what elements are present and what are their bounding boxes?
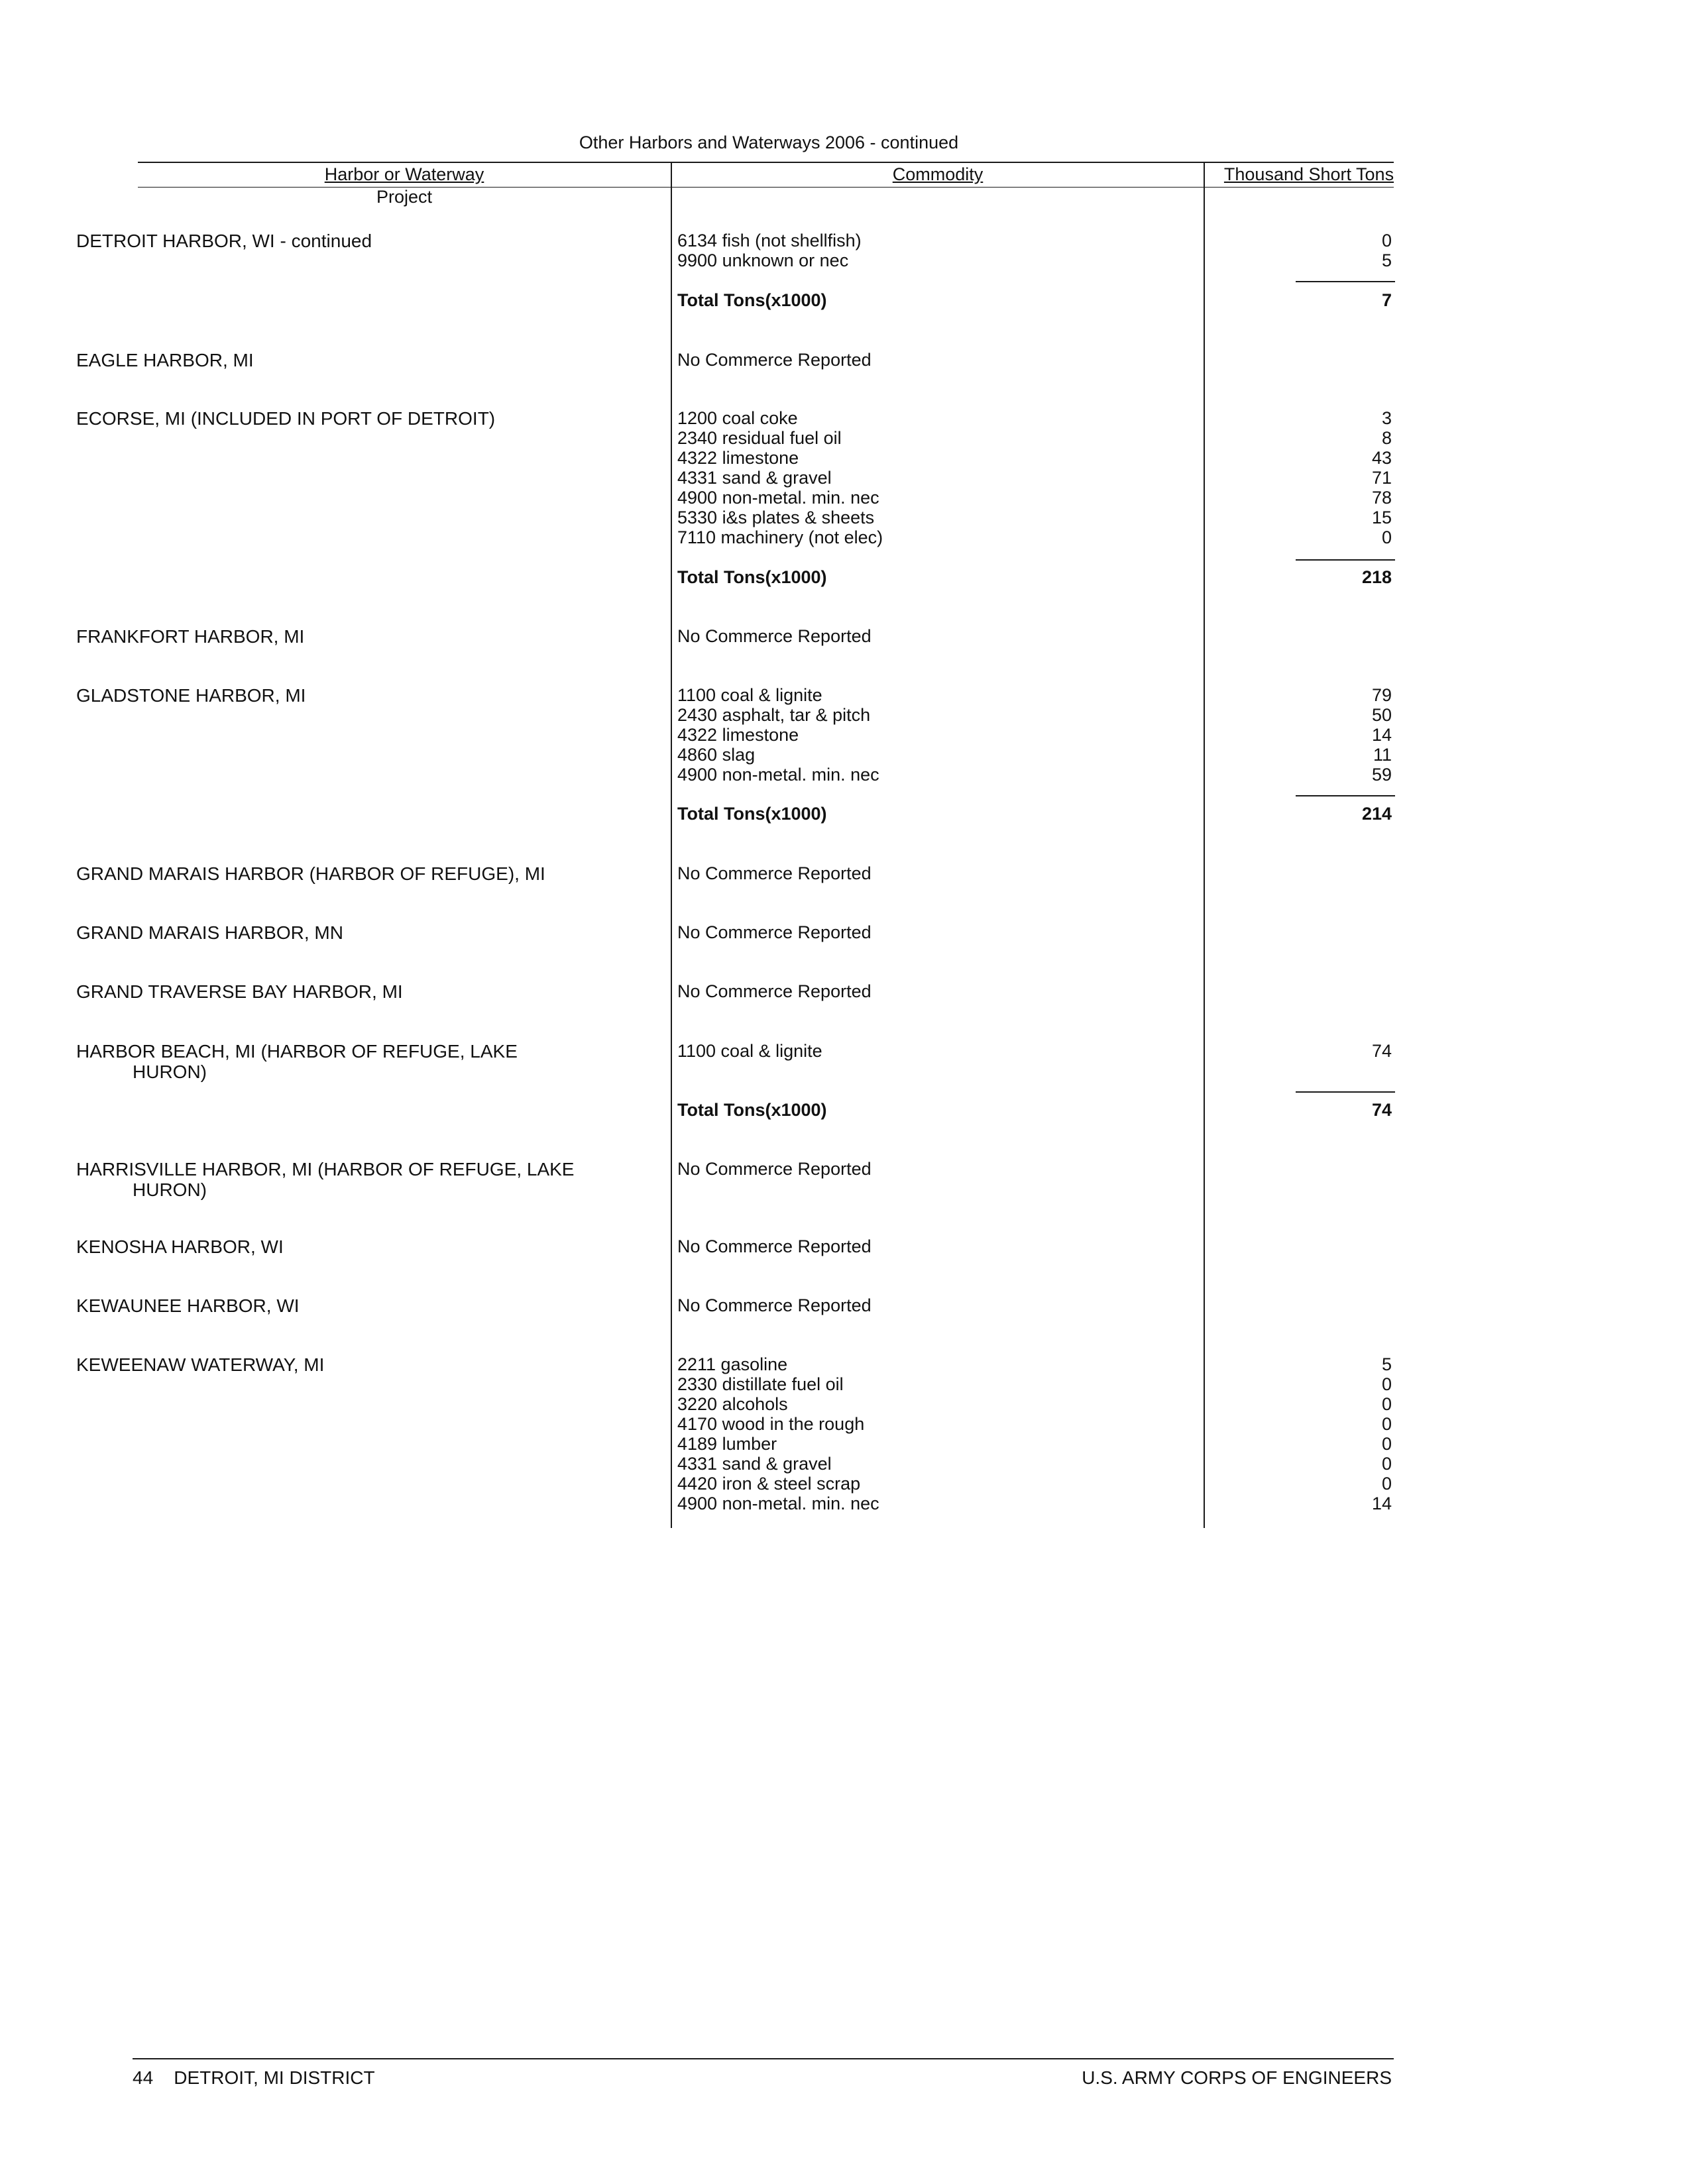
commodity-item: 2430 asphalt, tar & pitch: [677, 705, 871, 725]
tons-value: 0: [1381, 527, 1392, 547]
commodity-list: [677, 685, 1194, 785]
tons-list: [1219, 1354, 1392, 1513]
harbor-name-line: HARRISVILLE HARBOR, MI (HARBOR OF REFUGE, LAKE: [76, 1159, 575, 1179]
harbor-name: GRAND MARAIS HARBOR (HARBOR OF REFUGE), MI: [76, 863, 545, 884]
total-rule: [1296, 559, 1395, 561]
tons-value: 11: [1373, 745, 1392, 765]
tons-value: 0: [1381, 1454, 1392, 1474]
tons-value: 14: [1371, 725, 1392, 745]
column-header-tons: Thousand Short Tons: [1223, 164, 1394, 184]
total-rule: [1296, 281, 1395, 282]
total-label: Total Tons(x1000): [677, 290, 827, 310]
commodity-item: 9900 unknown or nec: [677, 250, 849, 270]
no-commerce-label: No Commerce Reported: [677, 1159, 872, 1179]
tons-value: 3: [1381, 408, 1392, 428]
tons-value: 15: [1371, 508, 1392, 527]
harbor-name-line: HURON): [133, 1062, 207, 1082]
harbor-name: FRANKFORT HARBOR, MI: [76, 626, 305, 647]
column-header-harbor: Harbor or Waterway: [324, 164, 484, 184]
total-label: Total Tons(x1000): [677, 804, 827, 824]
commodity-item: 3220 alcohols: [677, 1394, 788, 1414]
tons-value: 71: [1371, 468, 1392, 488]
tons-value: 0: [1381, 1474, 1392, 1494]
commodity-item: 1200 coal coke: [677, 408, 798, 428]
no-commerce-label: No Commerce Reported: [677, 350, 872, 370]
tons-value: 0: [1381, 231, 1392, 250]
harbor-name: GLADSTONE HARBOR, MI: [76, 685, 306, 706]
tons-value: 0: [1381, 1434, 1392, 1454]
commodity-list: [677, 1354, 1194, 1513]
total-value: 218: [1361, 567, 1392, 587]
no-commerce-label: No Commerce Reported: [677, 863, 872, 883]
commodity-item: 4170 wood in the rough: [677, 1414, 865, 1434]
footer-district: 44 DETROIT, MI DISTRICT: [133, 2067, 375, 2088]
harbor-name: KEWAUNEE HARBOR, WI: [76, 1295, 300, 1316]
tons-value: 0: [1381, 1374, 1392, 1394]
tons-list: [1219, 231, 1392, 270]
tons-value: 74: [1371, 1041, 1392, 1061]
column-divider-left: [671, 163, 672, 1528]
tons-value: 5: [1381, 1354, 1392, 1374]
harbor-name: KENOSHA HARBOR, WI: [76, 1236, 284, 1257]
tons-list: [1219, 1041, 1392, 1061]
commodity-list: [677, 231, 1194, 270]
commodity-item: 2340 residual fuel oil: [677, 428, 842, 448]
commodity-list: [677, 408, 1194, 547]
commodity-item: 4322 limestone: [677, 448, 799, 468]
commodity-item: 1100 coal & lignite: [677, 685, 822, 705]
no-commerce-label: No Commerce Reported: [677, 626, 872, 646]
harbor-name: GRAND TRAVERSE BAY HARBOR, MI: [76, 981, 403, 1002]
tons-value: 0: [1381, 1394, 1392, 1414]
footer-agency: U.S. ARMY CORPS OF ENGINEERS: [1082, 2067, 1392, 2088]
commodity-item: 4331 sand & gravel: [677, 1454, 832, 1474]
commodity-item: 4900 non-metal. min. nec: [677, 488, 879, 508]
harbor-name: KEWEENAW WATERWAY, MI: [76, 1354, 325, 1375]
no-commerce-label: No Commerce Reported: [677, 1295, 872, 1315]
no-commerce-label: No Commerce Reported: [677, 922, 872, 942]
column-header-commodity: Commodity: [892, 164, 984, 184]
tons-value: 79: [1371, 685, 1392, 705]
harbor-name: ECORSE, MI (INCLUDED IN PORT OF DETROIT): [76, 408, 496, 429]
commodity-item: 5330 i&s plates & sheets: [677, 508, 875, 527]
total-rule: [1296, 1091, 1395, 1093]
commodity-item: 7110 machinery (not elec): [677, 527, 883, 547]
commodity-item: 4189 lumber: [677, 1434, 777, 1454]
column-divider-right: [1204, 163, 1205, 1528]
tons-value: 59: [1371, 765, 1392, 785]
commodity-item: 2211 gasoline: [677, 1354, 788, 1374]
no-commerce-label: No Commerce Reported: [677, 1236, 872, 1256]
total-label: Total Tons(x1000): [677, 567, 827, 587]
column-header-project: Project: [376, 187, 433, 207]
harbor-name: [76, 1159, 663, 1200]
total-value: 74: [1371, 1100, 1392, 1120]
footer-rule: [133, 2058, 1394, 2059]
commodity-item: 1100 coal & lignite: [677, 1041, 822, 1061]
tons-value: 50: [1371, 705, 1392, 725]
commodity-item: 4322 limestone: [677, 725, 799, 745]
commodity-item: 4900 non-metal. min. nec: [677, 1494, 879, 1513]
commodity-item: 6134 fish (not shellfish): [677, 231, 862, 250]
header-top-rule: [138, 162, 1394, 163]
total-rule: [1296, 795, 1395, 796]
total-value: 214: [1361, 804, 1392, 824]
harbor-name: EAGLE HARBOR, MI: [76, 350, 254, 370]
no-commerce-label: No Commerce Reported: [677, 981, 872, 1001]
tons-value: 8: [1381, 428, 1392, 448]
harbor-name-line: HURON): [133, 1179, 207, 1200]
commodity-item: 4420 iron & steel scrap: [677, 1474, 861, 1494]
tons-list: [1219, 685, 1392, 785]
tons-value: 5: [1381, 250, 1392, 270]
harbor-name: GRAND MARAIS HARBOR, MN: [76, 922, 343, 943]
tons-list: [1219, 408, 1392, 547]
harbor-name-line: HARBOR BEACH, MI (HARBOR OF REFUGE, LAKE: [76, 1041, 518, 1062]
tons-value: 0: [1381, 1414, 1392, 1434]
commodity-item: 4900 non-metal. min. nec: [677, 765, 879, 785]
page-title: Other Harbors and Waterways 2006 - continued: [579, 133, 959, 152]
tons-value: 78: [1371, 488, 1392, 508]
tons-value: 14: [1371, 1494, 1392, 1513]
commodity-list: [677, 1041, 1194, 1061]
total-value: 7: [1381, 290, 1392, 310]
commodity-item: 4860 slag: [677, 745, 756, 765]
commodity-item: 2330 distillate fuel oil: [677, 1374, 844, 1394]
total-label: Total Tons(x1000): [677, 1100, 827, 1120]
harbor-name: [76, 1041, 663, 1082]
tons-value: 43: [1371, 448, 1392, 468]
harbor-name: DETROIT HARBOR, WI - continued: [76, 231, 372, 251]
commodity-item: 4331 sand & gravel: [677, 468, 832, 488]
